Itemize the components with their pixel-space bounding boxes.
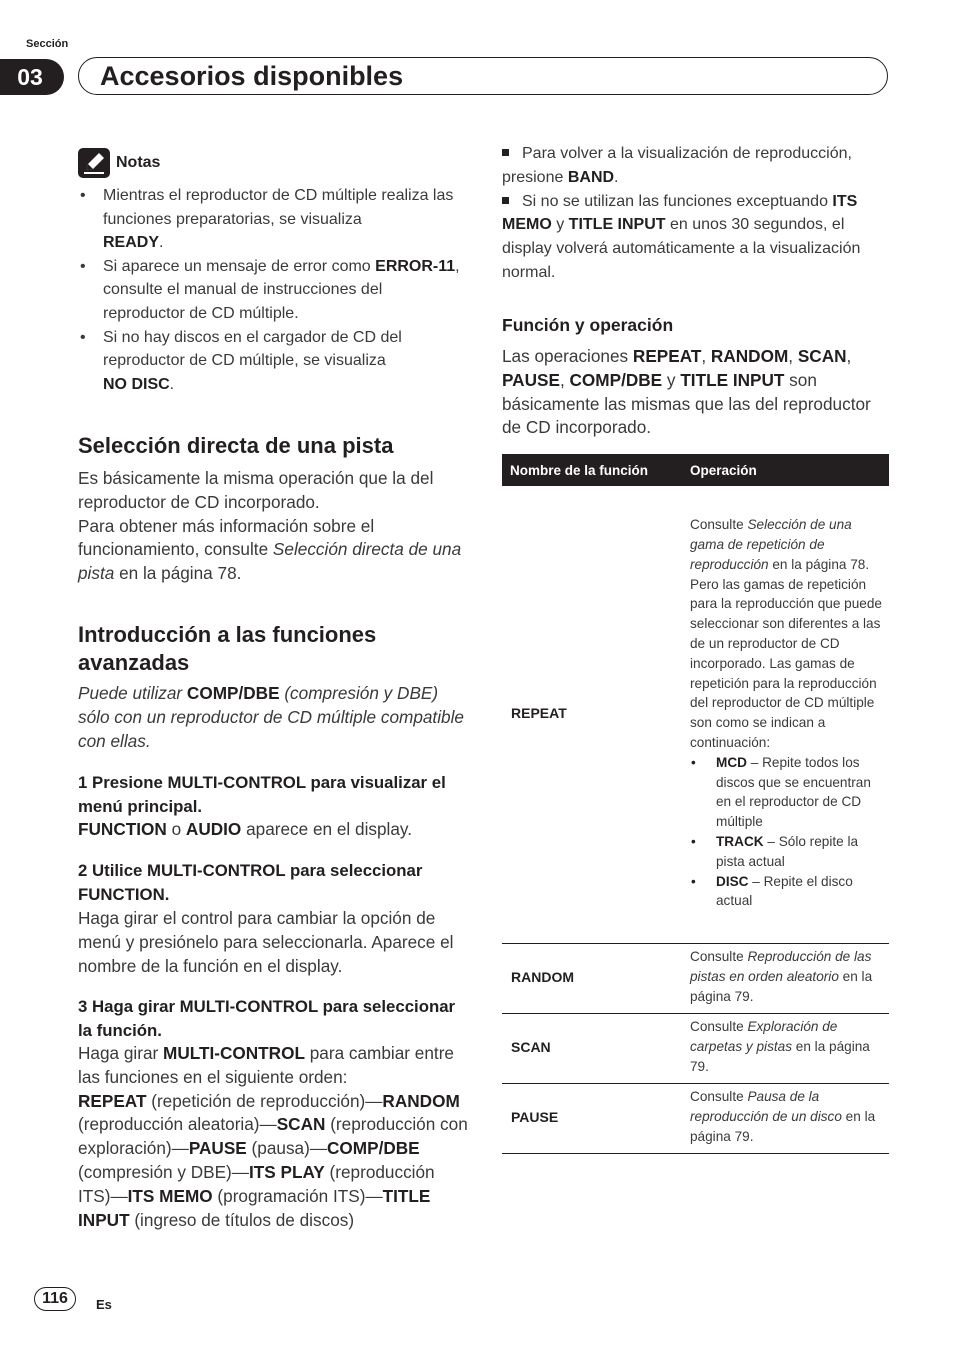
- section-heading: Selección directa de una pista: [78, 433, 394, 458]
- right-notes-list: [502, 142, 892, 285]
- column-header-function: Nombre de la función: [502, 454, 682, 486]
- square-bullet-icon: [502, 149, 509, 156]
- table-header-row: [502, 454, 889, 486]
- section-heading: Introducción a las funciones avanzadas: [78, 622, 377, 675]
- notes-header: [78, 148, 160, 178]
- list-item: Si no se utilizan las funciones exceptuando ITS MEMO y TITLE INPUT en unos 30 segundos, el display volverá automáticamente a la visualización normal.: [502, 192, 861, 281]
- page-title: Accesorios disponibles: [100, 61, 404, 91]
- section-number-badge: 03: [0, 59, 64, 95]
- table-row: [502, 1013, 889, 1083]
- square-bullet-icon: [502, 197, 509, 204]
- function-name: PAUSE: [502, 1083, 682, 1153]
- list-item: • Si no hay discos en el cargador de CD del reproductor de CD múltiple, se visualiza NO DISC.: [78, 326, 468, 397]
- operation-cell: Consulte Pausa de la reproducción de un disco en la página 79.: [682, 1083, 889, 1153]
- list-item: • MCD – Repite todos los discos que se encuentran en el reproductor de CD múltiple: [690, 753, 883, 832]
- paragraph: Es básicamente la misma operación que la del reproductor de CD incorporado. Para obtener más información sobre el funcionamiento, consulte Selección directa de una pista en la página 78.: [78, 468, 462, 584]
- list-item: • TRACK – Sólo repite la pista actual: [690, 832, 883, 872]
- list-item: • DISC – Repite el disco actual: [690, 872, 883, 912]
- step-3-body: Haga girar MULTI-CONTROL para cambiar entre las funciones en el siguiente orden: REPEAT (repetición de reproducción)—RANDOM (reproducción aleatoria)—SCAN (reproducción con exploración)—PAUSE (pausa)—COMP/DBE (compresión y DBE)—ITS PLAY (reproducción ITS)—ITS MEMO (programación ITS)—TITLE INPUT (ingreso de títulos de discos): [78, 1043, 468, 1230]
- function-table: [502, 454, 889, 1154]
- intro-paragraph: Puede utilizar COMP/DBE (compresión y DBE) sólo con un reproductor de CD múltiple compatible con ellas.: [78, 683, 464, 751]
- step-3-title: 3 Haga girar MULTI-CONTROL para seleccionar la función.: [78, 997, 456, 1040]
- function-name: RANDOM: [502, 943, 682, 1013]
- step-1-body: FUNCTION o AUDIO aparece en el display.: [78, 819, 413, 839]
- section-label: Sección: [26, 38, 69, 50]
- operation-cell: Consulte Exploración de carpetas y pistas en la página 79.: [682, 1013, 889, 1083]
- repeat-range-list: [690, 753, 883, 911]
- column-header-operation: Operación: [682, 454, 889, 486]
- operation-cell: Consulte Selección de una gama de repetición de reproducción en la página 78. Pero las gamas de repetición para la reproducción que puede seleccionar son diferentes a las de un reproductor de CD incorporado. Las gamas de repetición para la reproducción del reproductor de CD múltiple son como se indican a continuación: • MCD – Repite todos los discos que se encuentran en el reproductor de CD múltiple • TRACK – Sólo repite la pista actual • DISC – Repite el disco actual: [682, 486, 889, 943]
- subsection-heading: Función y operación: [502, 315, 674, 335]
- notes-title: Notas: [116, 154, 161, 171]
- function-name: REPEAT: [502, 486, 682, 943]
- table-row: [502, 486, 889, 943]
- page-number: 116: [34, 1287, 76, 1311]
- step-2-body: Haga girar el control para cambiar la opción de menú y presiónelo para seleccionarla. Aparece el nombre de la función en el display.: [78, 908, 454, 976]
- step-1-title: 1 Presione MULTI-CONTROL para visualizar el menú principal.: [78, 773, 446, 816]
- list-item: • Si aparece un mensaje de error como ERROR-11, consulte el manual de instrucciones del reproductor de CD múltiple.: [78, 255, 468, 326]
- notes-list: [78, 184, 468, 396]
- language-code: Es: [96, 1297, 112, 1312]
- pencil-icon: [78, 148, 110, 178]
- function-name: SCAN: [502, 1013, 682, 1083]
- list-item: Para volver a la visualización de reproducción, presione BAND.: [502, 145, 852, 186]
- table-row: [502, 943, 889, 1013]
- step-2-title: 2 Utilice MULTI-CONTROL para seleccionar FUNCTION.: [78, 861, 423, 904]
- page-reference: Selección directa de una pista: [78, 539, 462, 584]
- list-item: • Mientras el reproductor de CD múltiple realiza las funciones preparatorias, se visualiza READY.: [78, 184, 468, 255]
- table-row: [502, 1083, 889, 1153]
- paragraph: Las operaciones REPEAT, RANDOM, SCAN, PAUSE, COMP/DBE y TITLE INPUT son básicamente las mismas que las del reproductor de CD incorporado.: [502, 346, 871, 438]
- operation-cell: Consulte Reproducción de las pistas en orden aleatorio en la página 79.: [682, 943, 889, 1013]
